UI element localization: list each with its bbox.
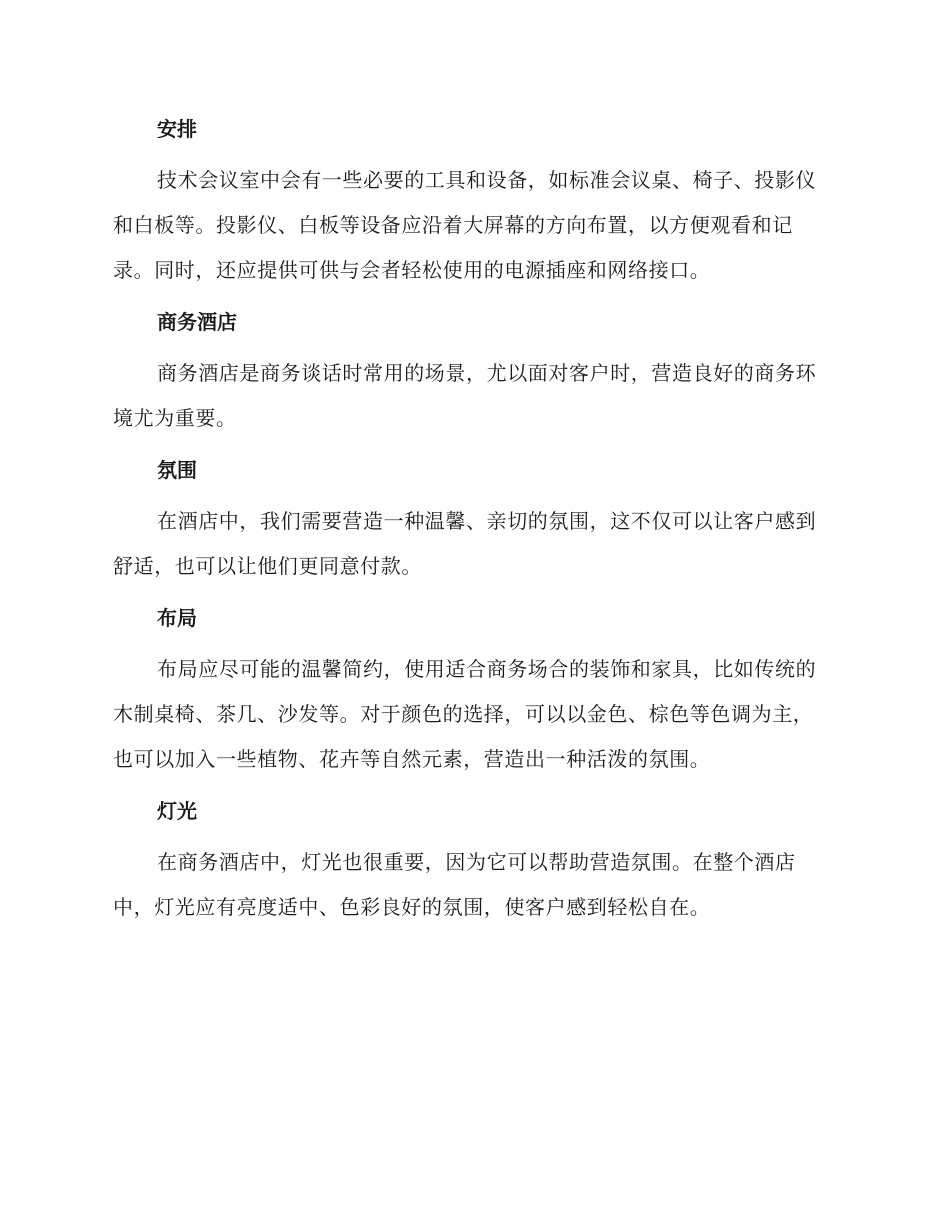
section-paragraph: 在商务酒店中，灯光也很重要，因为它可以帮助营造氛围。在整个酒店中，灯光应有亮度适中、色彩良好的氛围，使客户感到轻松自在。 [113,850,796,919]
section-paragraph: 技术会议室中会有一些必要的工具和设备，如标准会议桌、椅子、投影仪和白板等。投影仪、白板等设备应沿着大屏幕的方向布置，以方便观看和记录。同时，还应提供可供与会者轻松使用的电源插座和网络接口。 [113,168,817,282]
section-lighting [113,792,833,930]
section-arrangement [113,110,833,303]
section-atmosphere [113,451,833,599]
section-paragraph: 在酒店中，我们需要营造一种温馨、亲切的氛围，这不仅可以让客户感到舒适，也可以让他们更同意付款。 [113,509,817,578]
section-paragraph: 布局应尽可能的温馨简约，使用适合商务场合的装饰和家具，比如传统的木制桌椅、茶几、沙发等。对于颜色的选择，可以以金色、棕色等色调为主，也可以加入一些植物、花卉等自然元素，营造出一种活泼的氛围。 [113,657,817,771]
document-page [113,110,833,930]
section-paragraph: 商务酒店是商务谈话时常用的场景，尤以面对客户时，营造良好的商务环境尤为重要。 [113,361,817,430]
section-heading: 灯光 [157,799,197,823]
section-heading: 安排 [157,117,197,141]
section-heading: 布局 [157,606,197,630]
section-heading: 氛围 [157,458,197,482]
section-layout [113,599,833,792]
section-business-hotel [113,303,833,451]
section-heading: 商务酒店 [157,310,237,334]
